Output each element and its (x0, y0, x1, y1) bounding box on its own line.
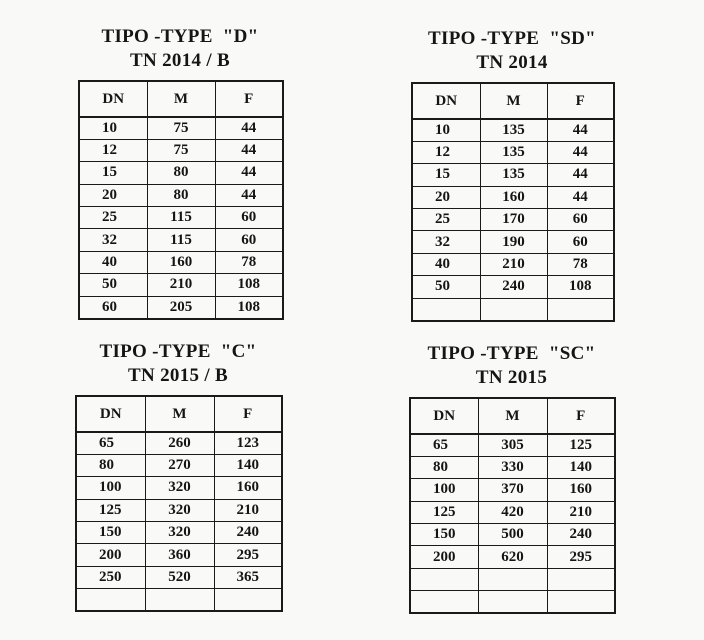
cell-m: 320 (145, 499, 214, 521)
table-row (412, 253, 614, 275)
table-row (79, 229, 283, 251)
cell-dn: 20 (79, 184, 147, 206)
header-row (412, 83, 614, 119)
cell-dn: 150 (410, 524, 478, 546)
cell-f: 44 (215, 184, 283, 206)
cell-f: 295 (214, 544, 282, 566)
cell-f: 44 (215, 117, 283, 139)
cell-dn: 150 (76, 522, 145, 544)
header-row (76, 396, 282, 432)
column-header-dn: DN (79, 81, 147, 117)
table-row (79, 184, 283, 206)
table-row (412, 141, 614, 163)
cell-dn: 15 (412, 164, 480, 186)
cell-m: 190 (480, 231, 547, 253)
table-row (79, 251, 283, 273)
cell-f: 78 (547, 253, 614, 275)
header-row (410, 398, 615, 434)
cell-f: 210 (547, 501, 615, 523)
table-row (76, 522, 282, 544)
cell-f: 108 (547, 276, 614, 298)
table-row-empty (410, 568, 615, 590)
cell-f: 44 (547, 164, 614, 186)
column-header-f: F (547, 83, 614, 119)
cell-m: 115 (147, 229, 215, 251)
cell-m: 330 (478, 456, 547, 478)
cell-dn: 15 (79, 162, 147, 184)
cell-m: 80 (147, 184, 215, 206)
cell-dn: 200 (410, 546, 478, 568)
cell-dn: 40 (412, 253, 480, 275)
cell-f: 210 (214, 499, 282, 521)
cell-f: 160 (214, 477, 282, 499)
cell-f: 60 (215, 207, 283, 229)
table-row (76, 499, 282, 521)
cell-f: 295 (547, 546, 615, 568)
table-title: TIPO -TYPE "SC" (427, 343, 596, 364)
cell-m: 135 (480, 164, 547, 186)
table-subtitle: TN 2015 / B (128, 365, 228, 386)
cell-dn: 250 (76, 566, 145, 588)
table-row (76, 432, 282, 454)
header-row (79, 81, 283, 117)
column-header-f: F (214, 396, 282, 432)
cell-f (214, 589, 282, 611)
cell-m (145, 589, 214, 611)
table-subtitle: TN 2014 (476, 52, 548, 73)
table-title: TIPO -TYPE "SD" (428, 28, 596, 49)
cell-f: 240 (214, 522, 282, 544)
table-title: TIPO -TYPE "C" (99, 341, 257, 362)
table-row (412, 164, 614, 186)
column-header-m: M (147, 81, 215, 117)
cell-m: 160 (147, 251, 215, 273)
table-row (410, 501, 615, 523)
cell-m (478, 568, 547, 590)
column-header-dn: DN (76, 396, 145, 432)
cell-m: 240 (480, 276, 547, 298)
column-header-m: M (478, 398, 547, 434)
table-row (76, 454, 282, 476)
cell-dn: 10 (412, 119, 480, 141)
cell-m: 75 (147, 117, 215, 139)
cell-dn: 60 (79, 296, 147, 318)
cell-m: 360 (145, 544, 214, 566)
table-row-empty (410, 591, 615, 613)
cell-dn: 32 (412, 231, 480, 253)
table-row (79, 296, 283, 318)
cell-f: 44 (547, 141, 614, 163)
table-row (410, 434, 615, 456)
table-row (410, 456, 615, 478)
cell-f: 125 (547, 434, 615, 456)
cell-m: 260 (145, 432, 214, 454)
cell-dn: 65 (76, 432, 145, 454)
cell-m: 520 (145, 566, 214, 588)
table-row (412, 231, 614, 253)
cell-f: 60 (215, 229, 283, 251)
table-subtitle: TN 2015 (475, 367, 548, 388)
dimension-table (409, 397, 616, 614)
cell-m: 170 (480, 209, 547, 231)
cell-dn: 125 (410, 501, 478, 523)
table-row (79, 117, 283, 139)
cell-f: 240 (547, 524, 615, 546)
cell-dn: 200 (76, 544, 145, 566)
cell-dn: 12 (412, 141, 480, 163)
cell-dn: 40 (79, 251, 147, 273)
cell-m: 305 (478, 434, 547, 456)
table-row-empty (412, 298, 614, 320)
table-row (410, 524, 615, 546)
cell-dn: 80 (410, 456, 478, 478)
cell-m: 620 (478, 546, 547, 568)
dimension-table (75, 395, 283, 612)
cell-m: 205 (147, 296, 215, 318)
cell-m (478, 591, 547, 613)
cell-f: 78 (215, 251, 283, 273)
table-row (412, 276, 614, 298)
table-row (412, 209, 614, 231)
cell-f: 44 (215, 162, 283, 184)
cell-dn: 50 (412, 276, 480, 298)
cell-m: 135 (480, 141, 547, 163)
cell-m: 210 (147, 274, 215, 296)
cell-dn (410, 568, 478, 590)
cell-m: 500 (478, 524, 547, 546)
cell-f: 140 (214, 454, 282, 476)
column-header-dn: DN (412, 83, 480, 119)
cell-f: 365 (214, 566, 282, 588)
column-header-f: F (215, 81, 283, 117)
cell-m: 420 (478, 501, 547, 523)
cell-m: 370 (478, 479, 547, 501)
cell-dn: 50 (79, 274, 147, 296)
cell-m: 80 (147, 162, 215, 184)
cell-f: 60 (547, 209, 614, 231)
cell-dn: 12 (79, 139, 147, 161)
table-row (412, 119, 614, 141)
table-row (410, 546, 615, 568)
dimension-table (78, 80, 284, 320)
table-row (79, 274, 283, 296)
cell-dn: 65 (410, 434, 478, 456)
table-title: TIPO -TYPE "D" (101, 26, 259, 47)
table-row (79, 162, 283, 184)
cell-f: 44 (547, 119, 614, 141)
cell-f: 44 (547, 186, 614, 208)
table-row (76, 544, 282, 566)
cell-f: 123 (214, 432, 282, 454)
cell-dn: 25 (79, 207, 147, 229)
column-header-m: M (480, 83, 547, 119)
table-row (79, 139, 283, 161)
cell-m (480, 298, 547, 320)
cell-f: 60 (547, 231, 614, 253)
cell-m: 160 (480, 186, 547, 208)
table-row (76, 566, 282, 588)
cell-m: 135 (480, 119, 547, 141)
cell-m: 75 (147, 139, 215, 161)
cell-dn: 100 (410, 479, 478, 501)
column-header-f: F (547, 398, 615, 434)
cell-dn (76, 589, 145, 611)
table-row (410, 479, 615, 501)
cell-m: 320 (145, 522, 214, 544)
cell-dn: 25 (412, 209, 480, 231)
cell-f: 160 (547, 479, 615, 501)
cell-f: 108 (215, 274, 283, 296)
cell-f (547, 298, 614, 320)
cell-f: 140 (547, 456, 615, 478)
dimension-table (411, 82, 615, 322)
cell-f (547, 568, 615, 590)
cell-m: 270 (145, 454, 214, 476)
cell-dn: 10 (79, 117, 147, 139)
cell-dn (410, 591, 478, 613)
cell-dn: 80 (76, 454, 145, 476)
table-row (76, 477, 282, 499)
cell-dn: 100 (76, 477, 145, 499)
cell-dn: 32 (79, 229, 147, 251)
cell-dn: 20 (412, 186, 480, 208)
table-row-empty (76, 589, 282, 611)
cell-f (547, 591, 615, 613)
column-header-m: M (145, 396, 214, 432)
cell-m: 320 (145, 477, 214, 499)
table-subtitle: TN 2014 / B (130, 50, 230, 71)
column-header-dn: DN (410, 398, 478, 434)
cell-f: 108 (215, 296, 283, 318)
table-row (79, 207, 283, 229)
cell-m: 115 (147, 207, 215, 229)
table-row (412, 186, 614, 208)
cell-dn: 125 (76, 499, 145, 521)
cell-m: 210 (480, 253, 547, 275)
cell-dn (412, 298, 480, 320)
cell-f: 44 (215, 139, 283, 161)
